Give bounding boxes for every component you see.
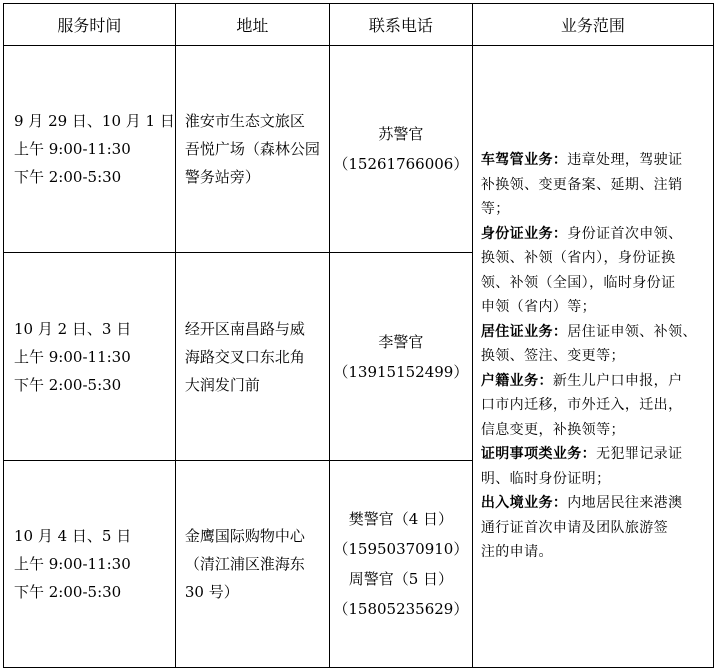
scope-text: 身份证首次申领、 (567, 225, 683, 242)
contact-cell (329, 253, 472, 461)
scope-line (481, 369, 707, 394)
scope-line: 注的申请。 (480, 544, 553, 561)
time-line: 10 月 2 日、3 日 (14, 319, 132, 338)
time-line: 10 月 4 日、5 日 (14, 527, 132, 545)
time-line: 上午 9:00-11:30 (14, 347, 131, 366)
contact-line: （15261766006） (333, 155, 469, 173)
contact-line: 周警官（5 日） (348, 570, 454, 588)
contact-line: 李警官 (378, 332, 424, 351)
scope-category: 车驾管业务： (480, 152, 568, 169)
contact-line: （13915152499） (333, 362, 469, 381)
scope-line: 领、补领（全国），临时身份证 (480, 274, 676, 291)
header-address: 地址 (175, 4, 329, 46)
scope-text: 新生儿户口申报，户 (552, 372, 683, 389)
address-line: 经开区南昌路与威 (184, 319, 305, 338)
scope-category: 出入境业务： (480, 495, 568, 512)
time-line: 下午 2:00-5:30 (14, 168, 122, 186)
time-line: 9 月 29 日、10 月 1 日 (14, 112, 175, 130)
scope-line: 换领、补领（省内），身份证换 (480, 250, 676, 267)
service-table (3, 3, 714, 668)
header-contact: 联系电话 (329, 4, 472, 46)
contact-line: 苏警官 (378, 125, 424, 143)
address-line: 金鹰国际购物中心 (184, 527, 305, 545)
scope-category: 户籍业务： (480, 372, 553, 389)
contact-cell (329, 461, 472, 668)
scope-line (481, 320, 707, 345)
address-line: 大润发门前 (184, 375, 260, 394)
service-time-cell (4, 461, 176, 668)
scope-line (481, 442, 707, 467)
scope-line: 等； (480, 201, 510, 218)
scope-line: 申领（省内）等； (480, 299, 597, 316)
scope-line: 口市内迁移，市外迁入，迁出， (480, 397, 683, 414)
time-line: 下午 2:00-5:30 (14, 583, 122, 601)
scope-text: 内地居民往来港澳 (567, 495, 683, 512)
table-row (4, 46, 714, 253)
scope-category: 身份证业务： (480, 225, 568, 242)
scope-text: 居住证申领、补领、 (567, 323, 697, 340)
scope-line: 通行证首次申请及团队旅游签 (480, 519, 669, 536)
scope-line (481, 222, 707, 247)
scope-category: 居住证业务： (480, 323, 568, 340)
scope-line: 明、临时身份证明； (480, 470, 611, 487)
address-cell (175, 253, 329, 461)
scope-line: 换领、签注、变更等； (480, 348, 625, 365)
scope-line: 补换领、变更备案、延期、注销 (480, 176, 683, 193)
address-line: 30 号） (184, 583, 239, 601)
address-cell (175, 46, 329, 253)
contact-line: 樊警官（4 日） (348, 510, 454, 528)
contact-line: （15950370910） (333, 540, 469, 558)
header-scope: 业务范围 (472, 4, 713, 46)
address-line: 海路交叉口东北角 (184, 347, 305, 366)
address-line: 吾悦广场（森林公园 (184, 140, 320, 158)
address-line: 警务站旁） (184, 168, 260, 186)
business-scope-cell (472, 46, 713, 668)
header-row (4, 4, 714, 46)
header-time: 服务时间 (4, 4, 176, 46)
address-line: 淮安市生态文旅区 (184, 112, 305, 130)
service-time-cell (4, 46, 176, 253)
scope-line (481, 148, 707, 173)
address-line: （清江浦区淮海东 (184, 555, 305, 573)
scope-line: 信息变更，补换领等； (480, 421, 625, 438)
address-cell (175, 461, 329, 668)
scope-line (481, 491, 707, 516)
scope-text: 无犯罪记录证 (596, 446, 683, 463)
contact-cell (329, 46, 472, 253)
service-time-cell (4, 253, 176, 461)
scope-category: 证明事项类业务： (480, 446, 597, 463)
contact-line: （15805235629） (333, 600, 469, 618)
time-line: 下午 2:00-5:30 (14, 375, 122, 394)
scope-text: 违章处理，驾驶证 (567, 152, 683, 169)
time-line: 上午 9:00-11:30 (14, 140, 131, 158)
time-line: 上午 9:00-11:30 (14, 555, 131, 573)
